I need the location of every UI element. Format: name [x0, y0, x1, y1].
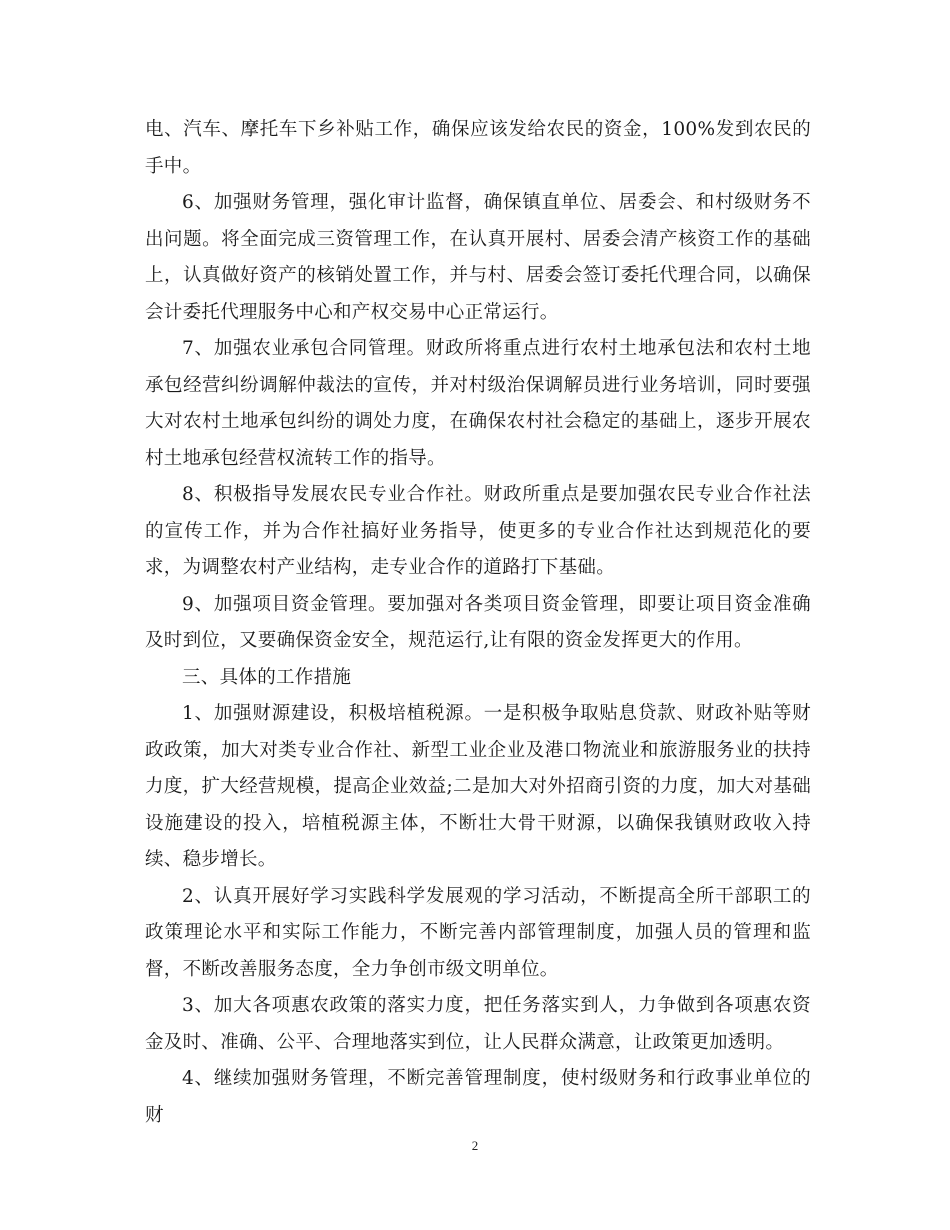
- page-number: 2: [471, 1138, 479, 1153]
- paragraph: 4、继续加强财务管理，不断完善管理制度，使村级财务和行政事业单位的财: [145, 1068, 811, 1126]
- section-heading: 三、具体的工作措施: [182, 666, 352, 688]
- paragraph: 电、汽车、摩托车下乡补贴工作，确保应该发给农民的资金，100%发到农民的手中。: [145, 119, 811, 177]
- paragraph: 9、加强项目资金管理。要加强对各类项目资金管理，即要让项目资金准确及时到位，又要确保资金安全，规范运行,让有限的资金发挥更大的作用。: [145, 593, 811, 651]
- paragraph: 1、加强财源建设，积极培植税源。一是积极争取贴息贷款、财政补贴等财政政策，加大对类专业合作社、新型工业企业及港口物流业和旅游服务业的扶持力度，扩大经营规模，提高企业效益;二是加大对外招商引资的力度，加大对基础设施建设的投入，培植税源主体，不断壮大骨干财源，以确保我镇财政收入持续、稳步增长。: [145, 703, 811, 870]
- paragraph: 2、认真开展好学习实践科学发展观的学习活动，不断提高全所干部职工的政策理论水平和实际工作能力，不断完善内部管理制度，加强人员的管理和监督，不断改善服务态度，全力争创市级文明单位。: [145, 885, 811, 980]
- paragraph: 6、加强财务管理，强化审计监督，确保镇直单位、居委会、和村级财务不出问题。将全面完成三资管理工作，在认真开展村、居委会清产核资工作的基础上，认真做好资产的核销处置工作，并与村、居委会签订委托代理合同，以确保会计委托代理服务中心和产权交易中心正常运行。: [145, 192, 811, 323]
- paragraph: 3、加大各项惠农政策的落实力度，把任务落实到人，力争做到各项惠农资金及时、准确、公平、合理地落实到位，让人民群众满意，让政策更加透明。: [145, 995, 811, 1053]
- paragraph: 8、积极指导发展农民专业合作社。财政所重点是要加强农民专业合作社法的宣传工作，并为合作社搞好业务指导，使更多的专业合作社达到规范化的要求，为调整农村产业结构，走专业合作的道路打下基础。: [145, 484, 811, 578]
- document-body: [145, 112, 811, 1134]
- paragraph: 7、加强农业承包合同管理。财政所将重点进行农村土地承包法和农村土地承包经营纠纷调解仲裁法的宣传，并对村级治保调解员进行业务培训，同时要强大对农村土地承包纠纷的调处力度，在确保农村社会稳定的基础上，逐步开展农村土地承包经营权流转工作的指导。: [145, 338, 811, 469]
